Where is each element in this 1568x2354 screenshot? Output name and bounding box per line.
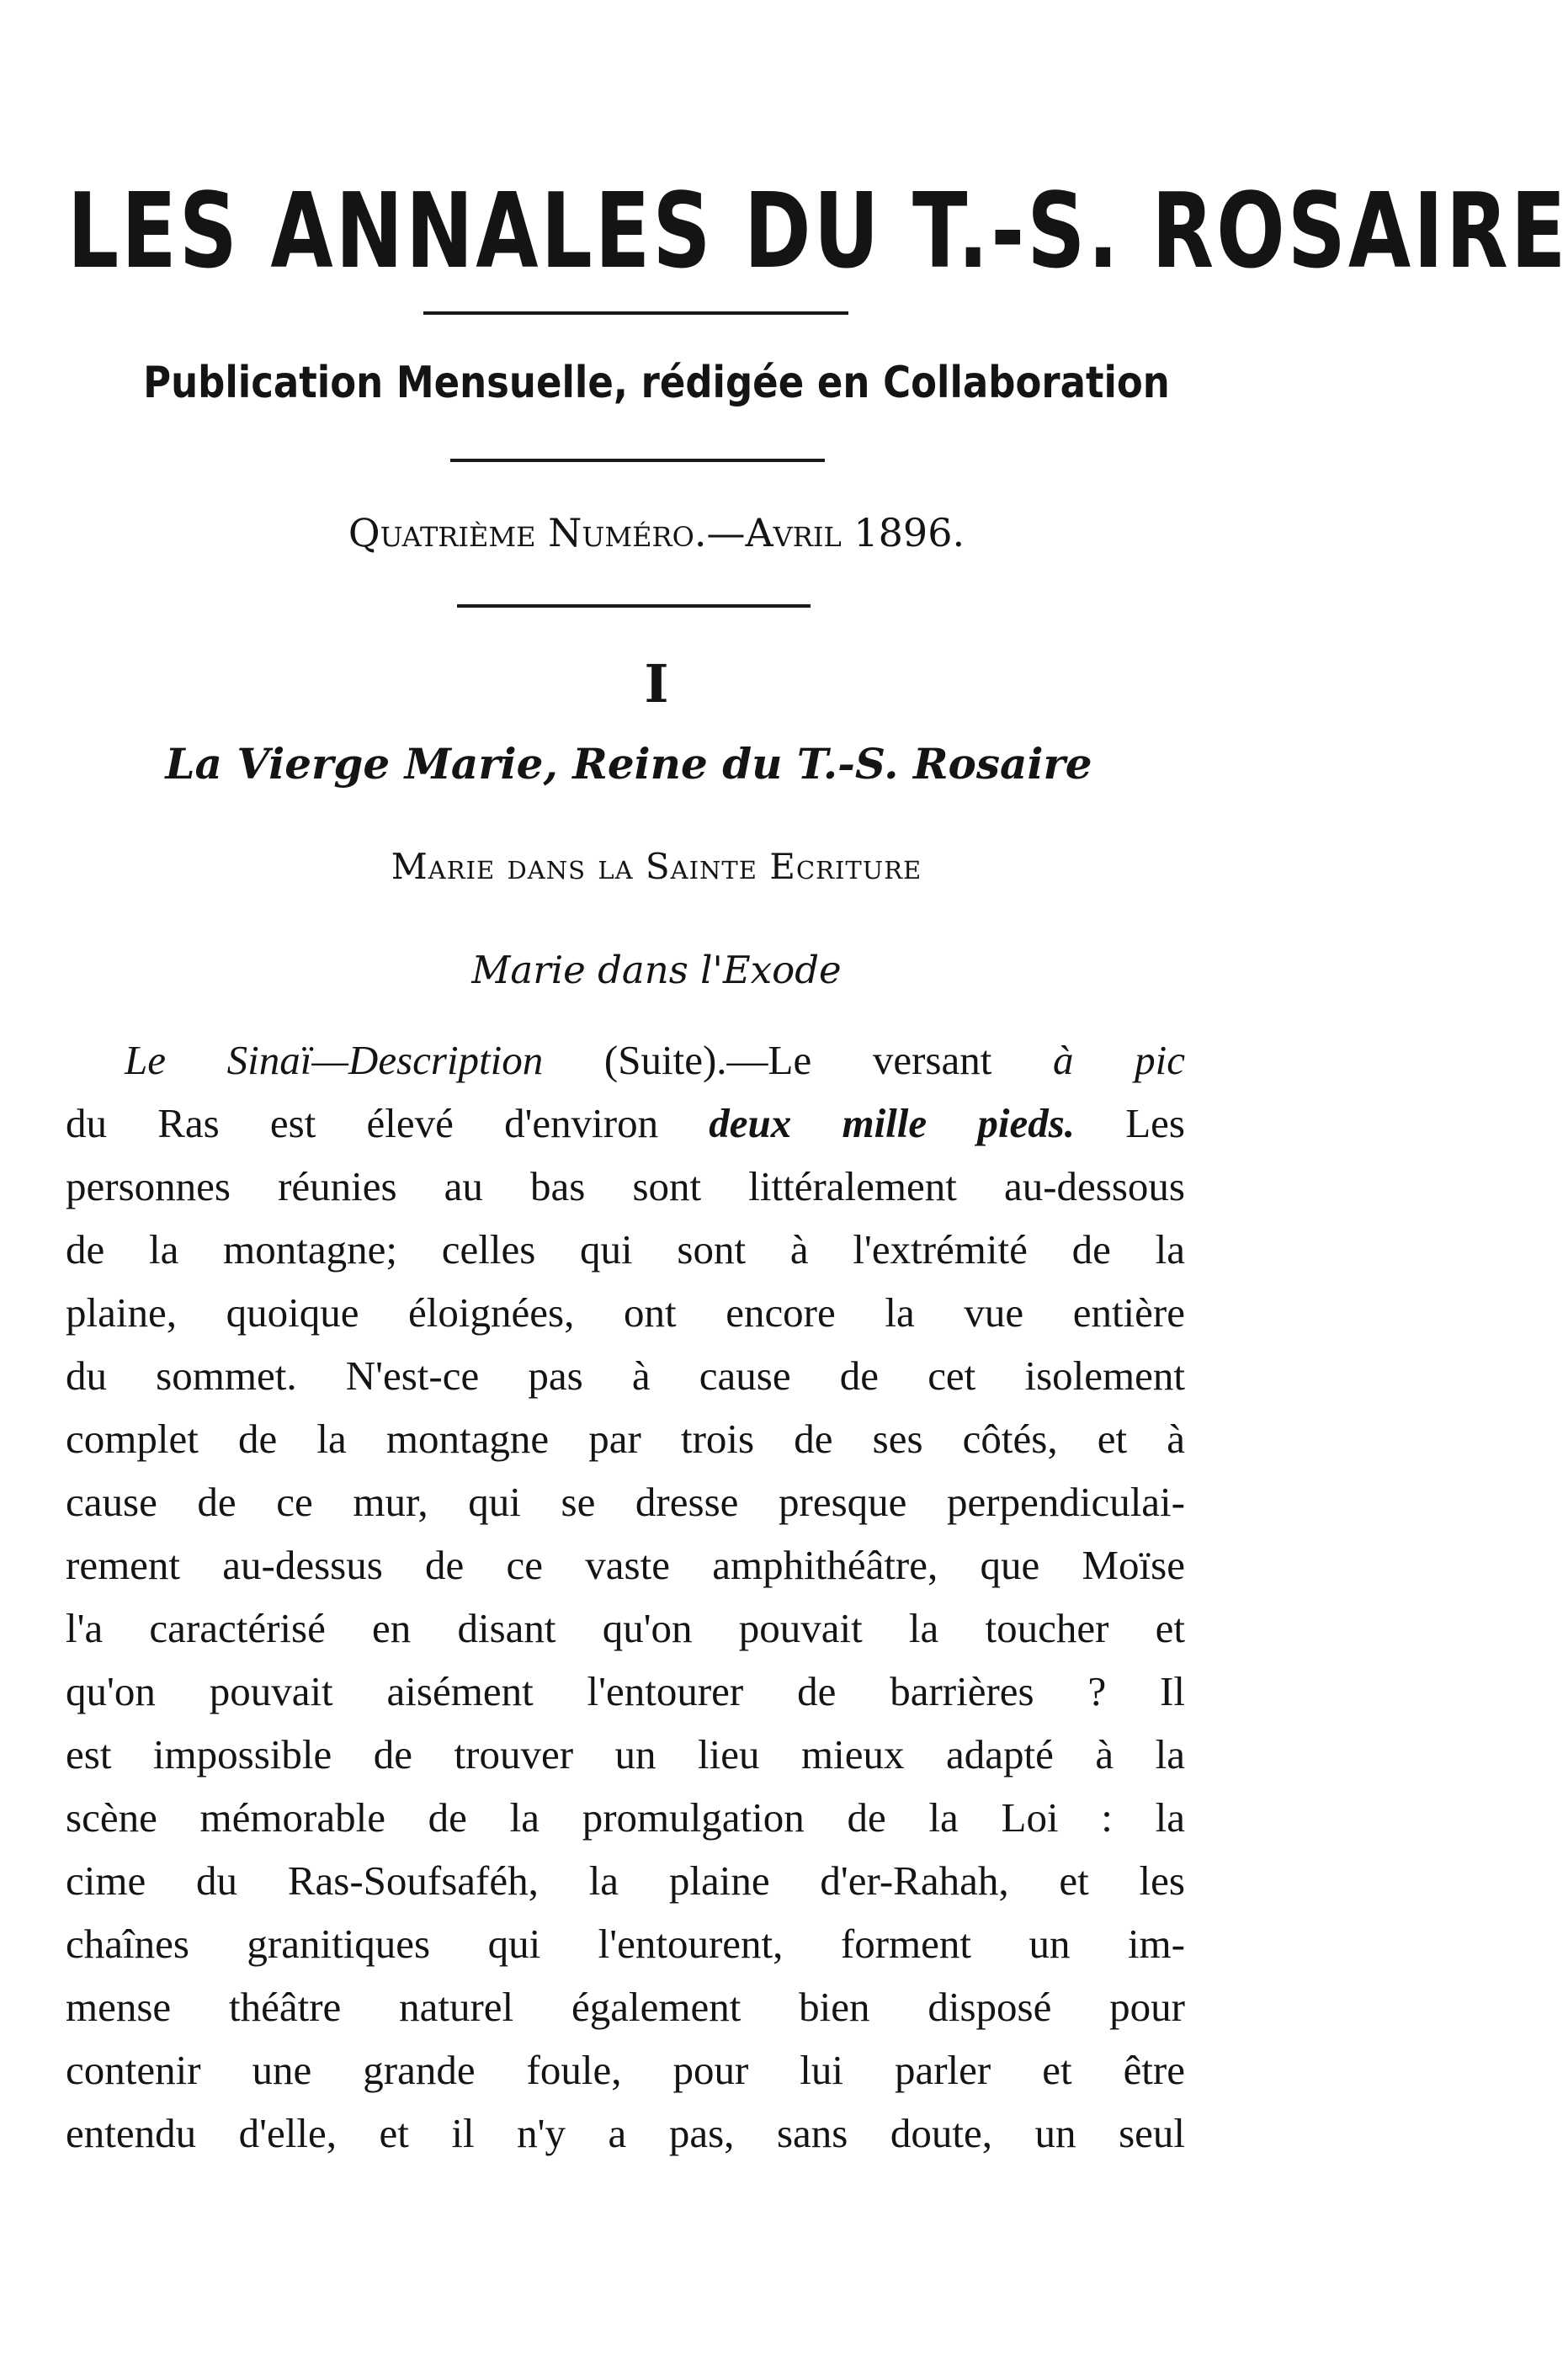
body-line: de la montagne; celles qui sont à l'extrémité de la	[66, 1226, 1185, 1273]
publication-subtitle: Publication Mensuelle, rédigée en Collaboration	[143, 356, 1170, 408]
body-text-run: (Suite).—Le versant	[543, 1037, 1053, 1083]
body-italic-run: à pic	[1052, 1037, 1185, 1083]
section-number: I	[644, 653, 669, 715]
issue-number: Quatrième Numéro	[348, 510, 694, 555]
issue-separator: .—	[694, 510, 746, 555]
body-line	[66, 1092, 1185, 1155]
body-line: l'a caractérisé en disant qu'on pouvait la toucher et	[66, 1605, 1185, 1651]
body-line	[66, 1028, 1185, 1092]
article-title: La Vierge Marie, Reine du T.-S. Rosaire	[165, 739, 1092, 789]
body-line: est impossible de trouver un lieu mieux adapté à la	[66, 1731, 1185, 1777]
body-text-run: Les	[1075, 1100, 1185, 1146]
body-line: scène mémorable de la promulgation de la Loi : la	[66, 1794, 1185, 1841]
body-line: entendu d'elle, et il n'y a pas, sans doute, un seul	[66, 2110, 1185, 2156]
body-line: complet de la montagne par trois de ses côtés, et à	[66, 1416, 1185, 1462]
divider-rule-middle	[450, 459, 825, 462]
body-emphasis: deux mille pieds.	[709, 1100, 1076, 1146]
issue-year: 1896.	[841, 510, 965, 555]
body-line: personnes réunies au bas sont littéralement au-dessous	[66, 1163, 1185, 1209]
body-paragraph	[66, 1028, 1185, 2165]
body-line: mense théâtre naturel également bien disposé pour	[66, 1984, 1185, 2030]
divider-rule-top	[423, 311, 848, 315]
body-line: rement au-dessus de ce vaste amphithéâtre, que Moïse	[66, 1542, 1185, 1588]
body-line: plaine, quoique éloignées, ont encore la vue entière	[66, 1289, 1185, 1336]
chapter-heading: Marie dans l'Exode	[471, 948, 842, 992]
masthead-title: LES ANNALES DU T.-S. ROSAIRE	[67, 170, 1568, 292]
body-line: qu'on pouvait aisément l'entourer de barrières ? Il	[66, 1668, 1185, 1714]
body-line: contenir une grande foule, pour lui parler et être	[66, 2047, 1185, 2093]
body-line: chaînes granitiques qui l'entourent, forment un im-	[66, 1921, 1185, 1967]
body-line: du sommet. N'est-ce pas à cause de cet isolement	[66, 1352, 1185, 1399]
issue-line	[67, 503, 1246, 562]
issue-month: Avril	[745, 510, 842, 555]
body-lead-italic: Le Sinaï—Description	[125, 1037, 544, 1083]
body-line: cime du Ras-Soufsaféh, la plaine d'er-Rahah, et les	[66, 1857, 1185, 1904]
sub-heading: Marie dans la Sainte Ecriture	[391, 846, 922, 887]
body-text-run: du Ras est élevé d'environ	[66, 1100, 710, 1146]
divider-rule-bottom	[457, 604, 811, 608]
body-line: cause de ce mur, qui se dresse presque perpendiculai-	[66, 1479, 1185, 1525]
